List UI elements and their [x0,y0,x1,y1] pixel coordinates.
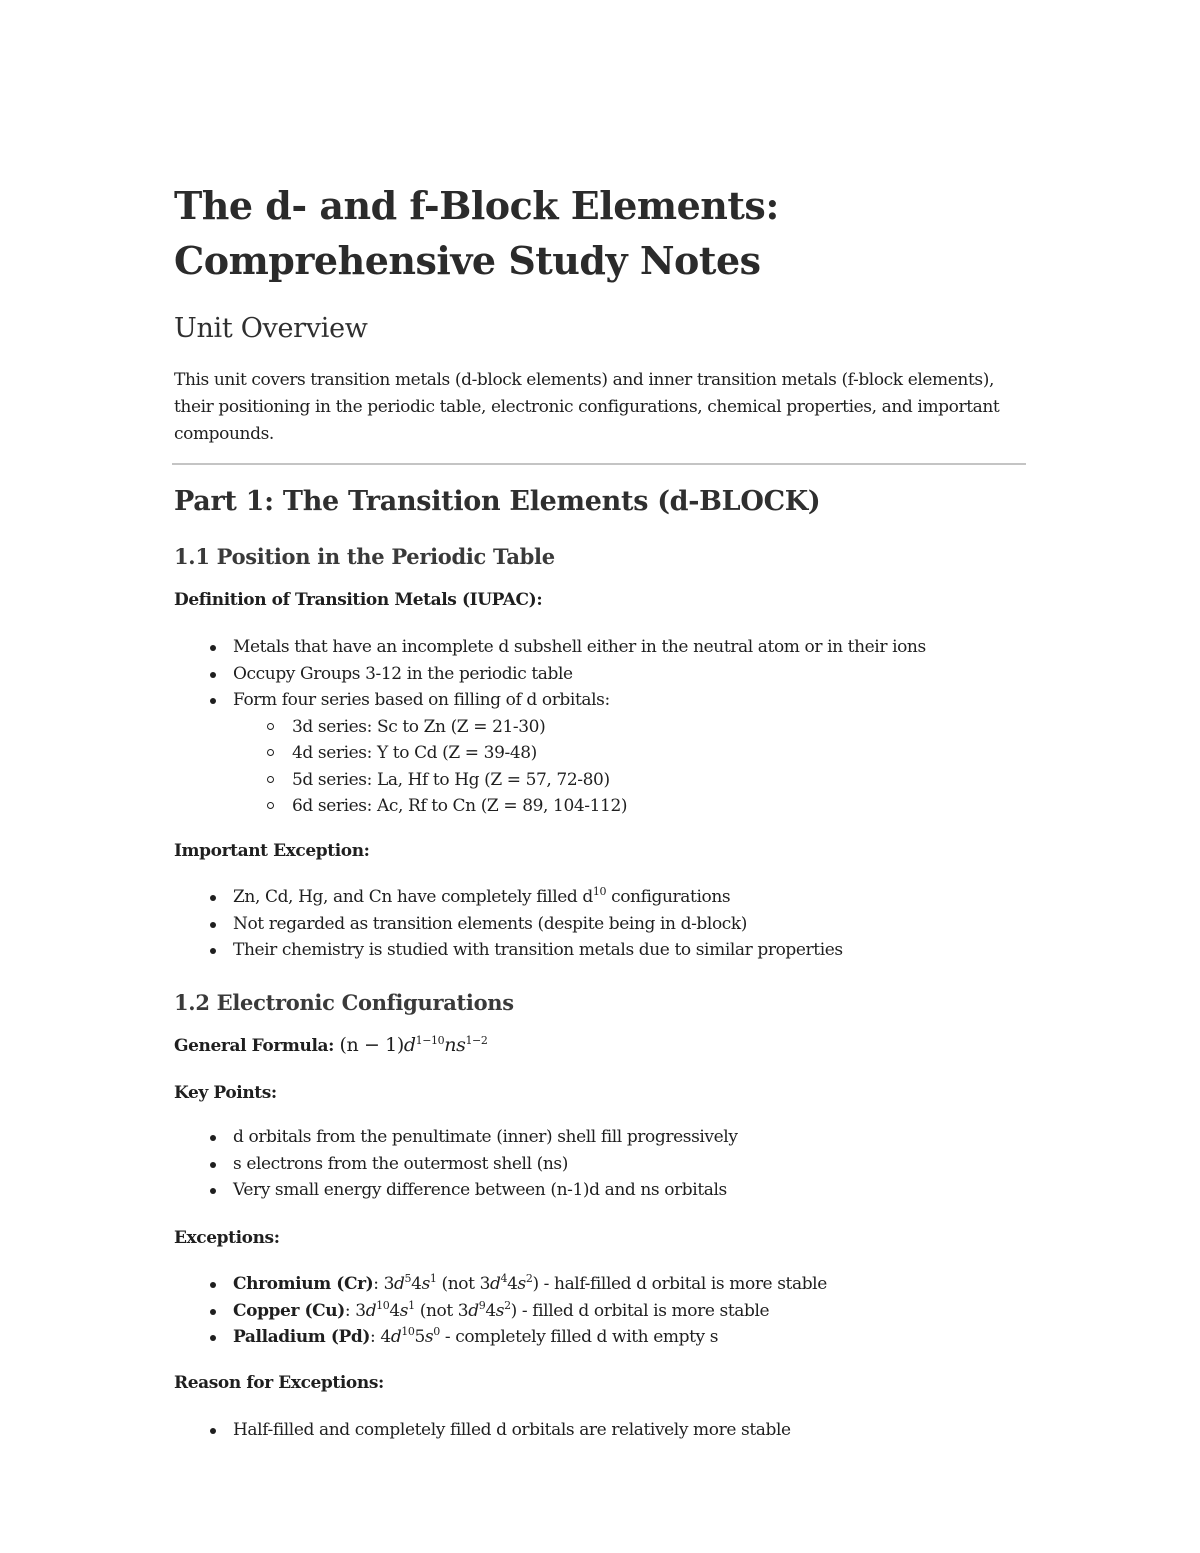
definition-list [174,634,926,820]
document-title [174,178,779,288]
unit-overview-text: This unit covers transition metals (d-block elements) and inner transition metals (f-block elements), their positioning in the periodic table, electronic configurations, chemical properties, and important compounds. [174,370,1000,444]
key-points-label: Key Points: [174,1083,277,1103]
reason-list [174,1417,791,1444]
list-item: Very small energy difference between (n-1)d and ns orbitals [174,1177,738,1204]
list-item: Metals that have an incomplete d subshell either in the neutral atom or in their ions [174,634,926,661]
series-item: 6d series: Ac, Rf to Cn (Z = 89, 104-112) [174,793,926,820]
list-item: Palladium (Pd): $4d^{10}5s^0$ - completely filled d with empty s [174,1324,827,1351]
series-item: 4d series: Y to Cd (Z = 39-48) [174,740,926,767]
section-divider [172,463,1026,465]
part1-heading: Part 1: The Transition Elements (d-BLOCK) [174,486,821,517]
general-formula: General Formula: $(n - 1)d^{1-10}ns^{1-2}$ [174,1034,488,1056]
list-item: Zn, Cd, Hg, and Cn have completely filled $d^{10}$ configurations [174,884,843,911]
title-line-1: The d- and f-Block Elements: [174,183,779,228]
list-item: Not regarded as transition elements (despite being in d-block) [174,911,843,938]
series-item: 3d series: Sc to Zn (Z = 21-30) [174,714,926,741]
list-item: Copper (Cu): $3d^{10}4s^1$ (not $3d^94s^2$) - filled d orbital is more stable [174,1298,827,1325]
section-1-2-heading: 1.2 Electronic Configurations [174,990,514,1015]
list-item: Their chemistry is studied with transition metals due to similar properties [174,937,843,964]
series-item: 5d series: La, Hf to Hg (Z = 57, 72-80) [174,767,926,794]
list-item: Half-filled and completely filled d orbitals are relatively more stable [174,1417,791,1444]
exceptions-list [174,1271,827,1351]
exceptions-label: Exceptions: [174,1228,280,1248]
title-line-2: Comprehensive Study Notes [174,238,761,283]
section-1-1-heading: 1.1 Position in the Periodic Table [174,544,555,569]
unit-overview-heading: Unit Overview [174,313,368,344]
important-exception-label: Important Exception: [174,841,370,861]
definition-label: Definition of Transition Metals (IUPAC): [174,590,543,610]
exception-list [174,884,843,964]
reason-label: Reason for Exceptions: [174,1373,384,1393]
list-item: Form four series based on filling of d orbitals: [174,687,926,714]
list-item: Chromium (Cr): $3d^54s^1$ (not $3d^44s^2$) - half-filled d orbital is more stable [174,1271,827,1298]
list-item: s electrons from the outermost shell (ns) [174,1151,738,1178]
list-item: d orbitals from the penultimate (inner) shell fill progressively [174,1124,738,1151]
list-item: Occupy Groups 3-12 in the periodic table [174,661,926,688]
formula-paren: (n − 1) [339,1034,404,1056]
key-points-list [174,1124,738,1204]
